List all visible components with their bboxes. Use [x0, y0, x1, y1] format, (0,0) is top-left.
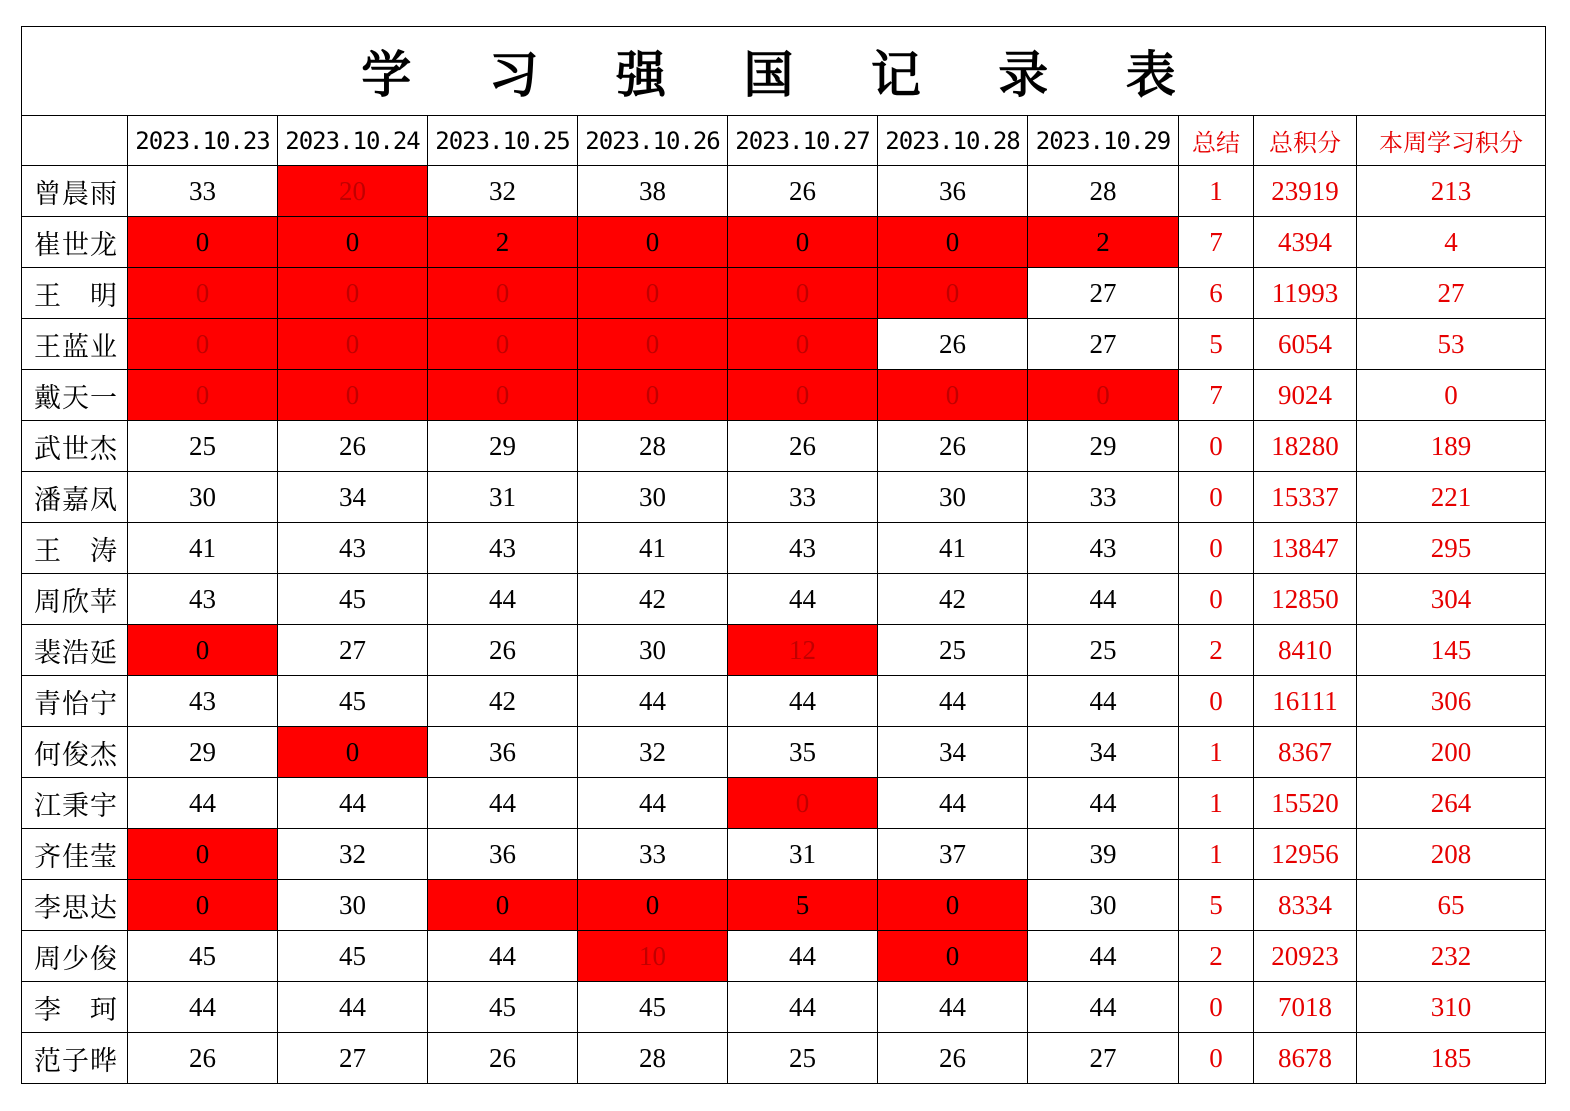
student-name: 李 珂: [34, 994, 117, 1026]
student-name: 武世杰: [34, 433, 117, 465]
score-cell-flagged: 0: [278, 370, 428, 421]
score-cell: 27: [1028, 268, 1179, 319]
score-cell-flagged: 0: [128, 880, 278, 931]
score-cell-flagged: 0: [728, 319, 878, 370]
score-cell-flagged: 12: [728, 625, 878, 676]
score-cell: 37: [878, 829, 1028, 880]
student-name: 崔世龙: [34, 229, 117, 261]
date-column-header: 2023.10.23: [128, 116, 278, 166]
total-points-cell: 8367: [1254, 727, 1357, 778]
total-points-cell: 15520: [1254, 778, 1357, 829]
summary-cell: 0: [1179, 523, 1254, 574]
student-name-cell: [22, 574, 128, 625]
score-cell: 30: [878, 472, 1028, 523]
total-points-cell: 9024: [1254, 370, 1357, 421]
summary-cell: 5: [1179, 880, 1254, 931]
summary-cell: 0: [1179, 472, 1254, 523]
score-cell: 44: [728, 982, 878, 1033]
score-cell: 44: [878, 778, 1028, 829]
score-cell: 25: [1028, 625, 1179, 676]
score-cell-flagged: 0: [278, 217, 428, 268]
score-cell: 30: [578, 625, 728, 676]
score-cell: 27: [1028, 1033, 1179, 1084]
total-points-cell: 13847: [1254, 523, 1357, 574]
summary-cell: 1: [1179, 166, 1254, 217]
student-name-cell: [22, 625, 128, 676]
score-cell-flagged: 0: [578, 268, 728, 319]
score-cell: 45: [128, 931, 278, 982]
summary-cell: 0: [1179, 982, 1254, 1033]
score-cell: 32: [278, 829, 428, 880]
score-cell: 25: [878, 625, 1028, 676]
score-cell: 36: [428, 727, 578, 778]
score-cell: 43: [1028, 523, 1179, 574]
score-cell: 28: [578, 1033, 728, 1084]
student-name: 青怡宁: [34, 688, 117, 720]
total-points-cell: 12850: [1254, 574, 1357, 625]
score-cell-flagged: 0: [428, 880, 578, 931]
score-cell: 26: [878, 1033, 1028, 1084]
score-cell: 28: [578, 421, 728, 472]
score-cell-flagged: 2: [428, 217, 578, 268]
score-cell: 29: [428, 421, 578, 472]
week-points-cell: 310: [1357, 982, 1546, 1033]
score-cell: 44: [728, 931, 878, 982]
student-name: 戴天一: [34, 382, 117, 414]
summary-cell: 0: [1179, 421, 1254, 472]
total-points-cell: 7018: [1254, 982, 1357, 1033]
date-column-header: 2023.10.27: [728, 116, 878, 166]
date-column-header: 2023.10.24: [278, 116, 428, 166]
week-points-cell: 213: [1357, 166, 1546, 217]
student-name: 王蓝业: [34, 331, 117, 363]
student-name: 王 涛: [34, 535, 117, 567]
score-cell: 32: [428, 166, 578, 217]
score-cell: 33: [1028, 472, 1179, 523]
student-name-cell: [22, 166, 128, 217]
student-name-cell: [22, 319, 128, 370]
score-cell: 42: [878, 574, 1028, 625]
score-cell: 44: [1028, 676, 1179, 727]
score-cell-flagged: 0: [128, 319, 278, 370]
score-cell: 31: [428, 472, 578, 523]
week-points-cell: 295: [1357, 523, 1546, 574]
score-cell-flagged: 0: [278, 727, 428, 778]
score-cell: 27: [1028, 319, 1179, 370]
student-name: 齐佳莹: [34, 841, 117, 873]
score-cell-flagged: 0: [878, 268, 1028, 319]
summary-cell: 0: [1179, 1033, 1254, 1084]
student-name-cell: [22, 472, 128, 523]
week-points-cell: 53: [1357, 319, 1546, 370]
score-cell-flagged: 0: [578, 880, 728, 931]
student-name: 周欣苹: [34, 586, 117, 618]
student-name-cell: [22, 523, 128, 574]
page-title: 学 习 强 国 记 录 表: [22, 27, 1546, 116]
summary-cell: 1: [1179, 829, 1254, 880]
week-points-cell: 0: [1357, 370, 1546, 421]
score-cell: 31: [728, 829, 878, 880]
score-cell: 44: [428, 778, 578, 829]
score-cell: 42: [578, 574, 728, 625]
score-cell: 26: [878, 421, 1028, 472]
table-row: [22, 574, 1546, 625]
score-cell-flagged: 0: [428, 370, 578, 421]
student-name: 李思达: [34, 892, 117, 924]
summary-cell: 5: [1179, 319, 1254, 370]
table-row: [22, 778, 1546, 829]
student-name-cell: [22, 982, 128, 1033]
table-row: [22, 880, 1546, 931]
score-cell-flagged: 0: [728, 370, 878, 421]
score-cell: 44: [428, 931, 578, 982]
score-cell: 36: [428, 829, 578, 880]
score-cell-flagged: 5: [728, 880, 878, 931]
score-cell-flagged: 0: [878, 370, 1028, 421]
score-cell: 43: [428, 523, 578, 574]
score-cell-flagged: 0: [878, 931, 1028, 982]
total-points-cell: 11993: [1254, 268, 1357, 319]
score-cell: 43: [278, 523, 428, 574]
score-cell-flagged: 0: [728, 268, 878, 319]
total-points-cell: 4394: [1254, 217, 1357, 268]
date-column-header: 2023.10.28: [878, 116, 1028, 166]
student-name-cell: [22, 268, 128, 319]
student-name: 曾晨雨: [34, 178, 117, 210]
table-row: [22, 166, 1546, 217]
student-name-cell: [22, 727, 128, 778]
score-cell: 41: [578, 523, 728, 574]
score-cell-flagged: 0: [728, 217, 878, 268]
score-cell: 34: [878, 727, 1028, 778]
score-cell: 44: [1028, 574, 1179, 625]
summary-cell: 0: [1179, 676, 1254, 727]
student-name-cell: [22, 1033, 128, 1084]
student-name-cell: [22, 370, 128, 421]
student-name: 范子晔: [34, 1045, 117, 1077]
student-name: 潘嘉凤: [34, 484, 117, 516]
score-cell-flagged: 0: [578, 370, 728, 421]
score-cell: 41: [128, 523, 278, 574]
student-name: 裴浩延: [34, 637, 117, 669]
score-cell: 25: [728, 1033, 878, 1084]
student-name-cell: [22, 880, 128, 931]
score-cell: 26: [278, 421, 428, 472]
student-name-cell: [22, 676, 128, 727]
table-row: [22, 523, 1546, 574]
total-points-cell: 12956: [1254, 829, 1357, 880]
total-points-cell: 8678: [1254, 1033, 1357, 1084]
total-points-cell: 16111: [1254, 676, 1357, 727]
score-cell: 44: [728, 676, 878, 727]
table-row: [22, 472, 1546, 523]
score-cell: 44: [728, 574, 878, 625]
summary-cell: 7: [1179, 370, 1254, 421]
score-cell: 25: [128, 421, 278, 472]
table-row: [22, 217, 1546, 268]
table-row: [22, 1033, 1546, 1084]
week-points-cell: 304: [1357, 574, 1546, 625]
score-cell: 45: [428, 982, 578, 1033]
date-column-header: 2023.10.29: [1028, 116, 1179, 166]
score-cell: 30: [578, 472, 728, 523]
total-points-cell: 6054: [1254, 319, 1357, 370]
score-cell: 42: [428, 676, 578, 727]
score-cell-flagged: 0: [278, 319, 428, 370]
week-points-cell: 306: [1357, 676, 1546, 727]
week-points-column-header: 本周学习积分: [1357, 116, 1546, 166]
score-cell: 26: [428, 1033, 578, 1084]
score-cell-flagged: 0: [278, 268, 428, 319]
table-row: [22, 421, 1546, 472]
student-name: 何俊杰: [34, 739, 117, 771]
score-cell: 33: [578, 829, 728, 880]
score-cell-flagged: 0: [128, 625, 278, 676]
score-cell: 43: [728, 523, 878, 574]
table-row: [22, 727, 1546, 778]
name-column-header: [22, 116, 128, 166]
score-cell: 41: [878, 523, 1028, 574]
summary-cell: 7: [1179, 217, 1254, 268]
table-row: [22, 268, 1546, 319]
week-points-cell: 200: [1357, 727, 1546, 778]
table-row: [22, 931, 1546, 982]
score-cell: 26: [728, 421, 878, 472]
score-cell-flagged: 0: [128, 268, 278, 319]
score-cell: 44: [1028, 982, 1179, 1033]
score-cell: 44: [128, 778, 278, 829]
student-name-cell: [22, 931, 128, 982]
score-cell: 44: [128, 982, 278, 1033]
week-points-cell: 4: [1357, 217, 1546, 268]
score-cell-flagged: 0: [878, 217, 1028, 268]
table-row: [22, 676, 1546, 727]
score-cell: 29: [128, 727, 278, 778]
summary-cell: 1: [1179, 778, 1254, 829]
week-points-cell: 264: [1357, 778, 1546, 829]
table-row: [22, 370, 1546, 421]
score-cell: 44: [578, 676, 728, 727]
total-points-cell: 18280: [1254, 421, 1357, 472]
week-points-cell: 27: [1357, 268, 1546, 319]
student-name-cell: [22, 778, 128, 829]
date-column-header: 2023.10.26: [578, 116, 728, 166]
summary-column-header: 总结: [1179, 116, 1254, 166]
score-cell: 44: [428, 574, 578, 625]
score-cell: 26: [878, 319, 1028, 370]
summary-cell: 1: [1179, 727, 1254, 778]
date-column-header: 2023.10.25: [428, 116, 578, 166]
total-points-cell: 15337: [1254, 472, 1357, 523]
score-cell-flagged: 0: [428, 268, 578, 319]
score-cell: 44: [878, 982, 1028, 1033]
score-cell: 26: [728, 166, 878, 217]
week-points-cell: 145: [1357, 625, 1546, 676]
summary-cell: 0: [1179, 574, 1254, 625]
score-cell: 27: [278, 625, 428, 676]
score-cell: 45: [278, 931, 428, 982]
score-cell-flagged: 2: [1028, 217, 1179, 268]
score-cell: 32: [578, 727, 728, 778]
score-cell: 33: [728, 472, 878, 523]
score-cell-flagged: 20: [278, 166, 428, 217]
score-cell: 36: [878, 166, 1028, 217]
total-points-cell: 20923: [1254, 931, 1357, 982]
week-points-cell: 185: [1357, 1033, 1546, 1084]
score-cell: 44: [278, 778, 428, 829]
score-cell: 44: [578, 778, 728, 829]
table-row: [22, 829, 1546, 880]
summary-cell: 2: [1179, 625, 1254, 676]
table-row: [22, 625, 1546, 676]
score-cell: 43: [128, 574, 278, 625]
score-cell-flagged: 0: [428, 319, 578, 370]
score-cell: 34: [278, 472, 428, 523]
header-row: [22, 116, 1546, 166]
score-cell: 45: [278, 676, 428, 727]
table-row: [22, 982, 1546, 1033]
student-name-cell: [22, 829, 128, 880]
total-points-cell: 23919: [1254, 166, 1357, 217]
score-cell: 34: [1028, 727, 1179, 778]
score-cell: 33: [128, 166, 278, 217]
score-cell: 35: [728, 727, 878, 778]
week-points-cell: 189: [1357, 421, 1546, 472]
score-cell: 30: [128, 472, 278, 523]
score-cell: 27: [278, 1033, 428, 1084]
student-name: 周少俊: [34, 943, 117, 975]
score-cell-flagged: 0: [578, 319, 728, 370]
student-name-cell: [22, 421, 128, 472]
score-cell-flagged: 0: [728, 778, 878, 829]
score-cell: 43: [128, 676, 278, 727]
student-name: 王 明: [34, 280, 117, 312]
score-cell: 29: [1028, 421, 1179, 472]
score-cell: 26: [128, 1033, 278, 1084]
score-cell: 30: [1028, 880, 1179, 931]
score-cell: 38: [578, 166, 728, 217]
score-cell: 45: [578, 982, 728, 1033]
week-points-cell: 65: [1357, 880, 1546, 931]
score-cell: 44: [878, 676, 1028, 727]
score-cell-flagged: 0: [1028, 370, 1179, 421]
score-cell-flagged: 10: [578, 931, 728, 982]
score-cell-flagged: 0: [578, 217, 728, 268]
week-points-cell: 232: [1357, 931, 1546, 982]
summary-cell: 6: [1179, 268, 1254, 319]
score-cell: 39: [1028, 829, 1179, 880]
summary-cell: 2: [1179, 931, 1254, 982]
score-cell: 44: [1028, 778, 1179, 829]
score-cell: 44: [278, 982, 428, 1033]
student-name: 江秉宇: [34, 790, 117, 822]
table-row: [22, 319, 1546, 370]
study-record-table: [21, 26, 1546, 1084]
score-cell: 30: [278, 880, 428, 931]
score-cell-flagged: 0: [878, 880, 1028, 931]
score-cell-flagged: 0: [128, 370, 278, 421]
score-cell: 28: [1028, 166, 1179, 217]
score-cell: 45: [278, 574, 428, 625]
score-cell-flagged: 0: [128, 829, 278, 880]
score-cell-flagged: 0: [128, 217, 278, 268]
score-cell: 44: [1028, 931, 1179, 982]
total-points-cell: 8334: [1254, 880, 1357, 931]
score-cell: 26: [428, 625, 578, 676]
student-name-cell: [22, 217, 128, 268]
total-points-cell: 8410: [1254, 625, 1357, 676]
total-points-column-header: 总积分: [1254, 116, 1357, 166]
week-points-cell: 221: [1357, 472, 1546, 523]
week-points-cell: 208: [1357, 829, 1546, 880]
